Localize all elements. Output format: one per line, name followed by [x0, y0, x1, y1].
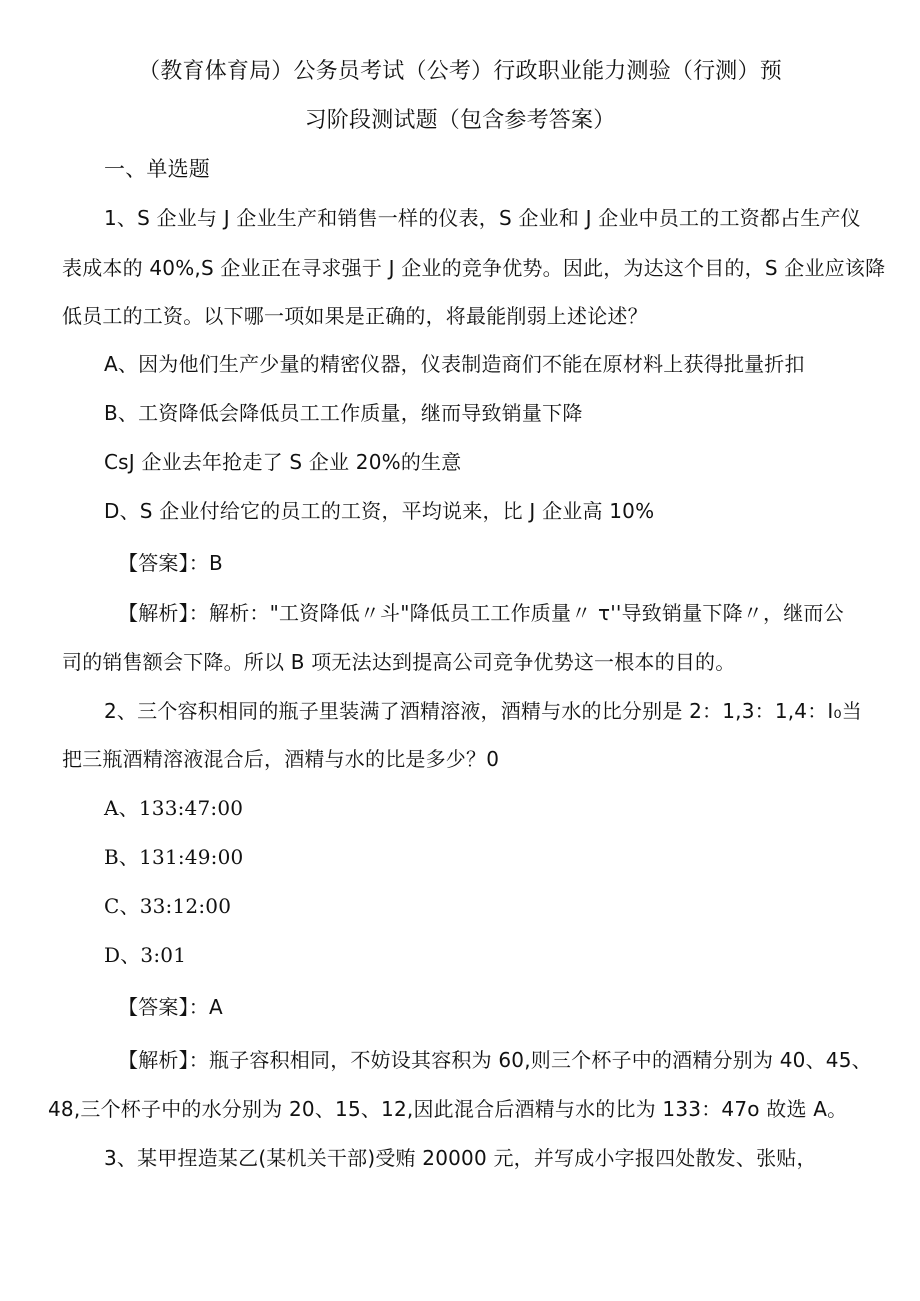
question-1-stem-line-1: 1、S 企业与 J 企业生产和销售一样的仪表，S 企业和 J 企业中员工的工资都占生产仪	[104, 206, 861, 230]
question-1-stem-line-2: 表成本的 40%,S 企业正在寻求强于 J 企业的竞争优势。因此，为达这个目的，S 企业应该降	[62, 256, 886, 280]
question-1-answer: 【答案】：B	[118, 551, 223, 575]
question-1-option-c: CsJ 企业去年抢走了 S 企业 20%的生意	[104, 450, 462, 474]
question-2-stem-line-2: 把三瓶酒精溶液混合后，酒精与水的比是多少？0	[62, 747, 500, 771]
question-2-option-c: C、33:12:00	[104, 894, 232, 918]
question-1-analysis-line-2: 司的销售额会下降。所以 B 项无法达到提高公司竞争优势这一根本的目的。	[62, 650, 736, 674]
question-2-option-a: A、133:47:00	[104, 796, 244, 820]
question-1-option-a: A、因为他们生产少量的精密仪器，仪表制造商们不能在原材料上获得批量折扣	[104, 352, 805, 376]
question-1-analysis-line-1: 【解析】：解析："工资降低〃斗"降低员工工作质量〃 τ''导致销量下降〃，继而公	[118, 601, 844, 625]
question-1-stem-line-3: 低员工的工资。以下哪一项如果是正确的，将最能削弱上述论述？	[62, 304, 648, 328]
question-2-option-d: D、3:01	[104, 943, 187, 967]
document-title-line-1: （教育体育局）公务员考试（公考）行政职业能力测验（行测）预	[138, 59, 782, 84]
question-2-analysis-line-2: 48,三个杯子中的水分别为 20、15、12,因此混合后酒精与水的比为 133：47o 故选 A。	[48, 1097, 848, 1121]
question-2-stem-line-1: 2、三个容积相同的瓶子里装满了酒精溶液，酒精与水的比分别是 2：1,3：1,4：I₀当	[104, 699, 862, 723]
question-2-answer: 【答案】：A	[118, 995, 223, 1019]
question-1-option-b: B、工资降低会降低员工工作质量，继而导致销量下降	[104, 401, 583, 425]
question-3-stem-line-1: 3、某甲捏造某乙(某机关干部)受贿 20000 元，并写成小字报四处散发、张贴，	[104, 1146, 817, 1170]
document-title-line-2: 习阶段测试题（包含参考答案）	[304, 108, 616, 133]
question-1-option-d: D、S 企业付给它的员工的工资，平均说来，比 J 企业高 10%	[104, 499, 655, 523]
question-2-analysis-line-1: 【解析】：瓶子容积相同，不妨设其容积为 60,则三个杯子中的酒精分别为 40、45、	[118, 1048, 872, 1072]
question-2-option-b: B、131:49:00	[104, 845, 244, 869]
section-heading: 一、单选题	[104, 157, 210, 181]
